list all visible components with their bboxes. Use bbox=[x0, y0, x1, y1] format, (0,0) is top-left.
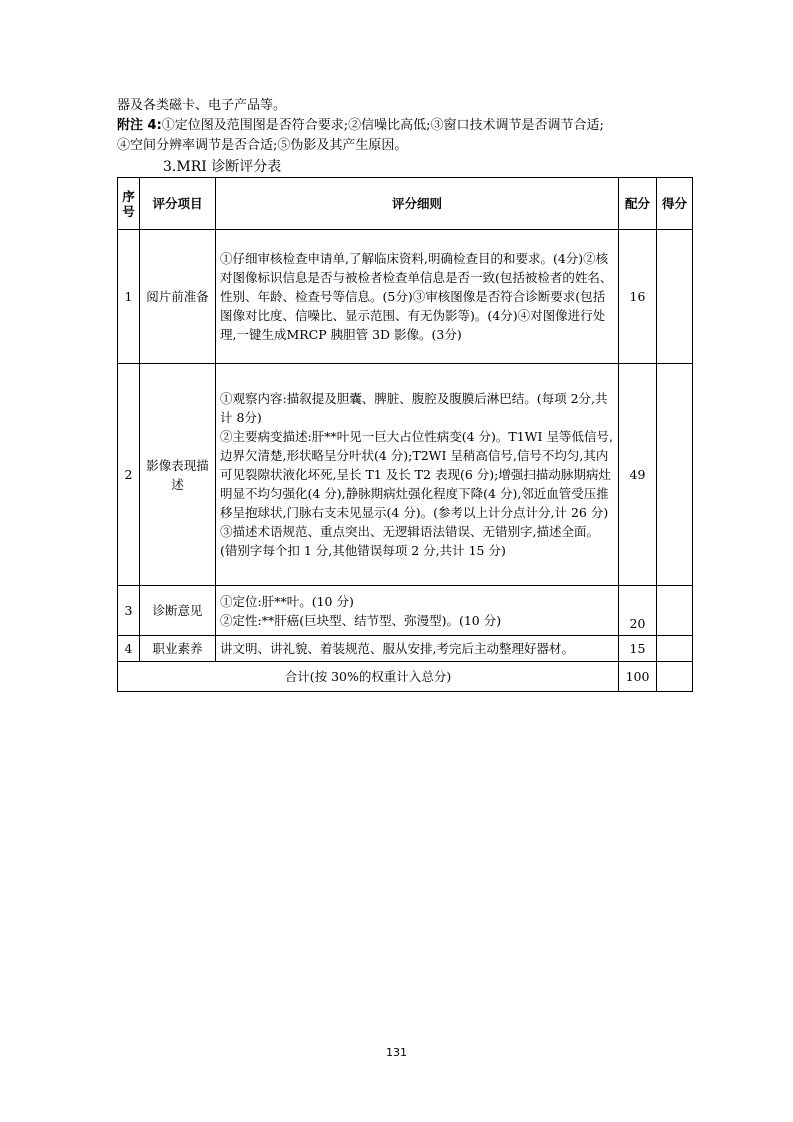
row-item: 影像表现描述 bbox=[140, 364, 216, 586]
total-label: 合计(按 30%的权重计入总分) bbox=[118, 662, 619, 692]
header-item: 评分项目 bbox=[140, 178, 216, 230]
detail-paragraph: ①观察内容:描叙提及胆囊、脾脏、腹腔及腹膜后淋巴结。(每项 2分,共计 8分) bbox=[220, 391, 608, 425]
row-index: 1 bbox=[118, 230, 140, 364]
row-detail bbox=[216, 586, 619, 636]
total-row bbox=[118, 662, 693, 692]
note-line-2: ④空间分辨率调节是否合适;⑤伪影及其产生原因。 bbox=[117, 138, 408, 153]
table-row bbox=[118, 230, 693, 364]
table-row bbox=[118, 636, 693, 662]
total-points: 100 bbox=[619, 662, 657, 692]
header-score: 得分 bbox=[657, 178, 693, 230]
row-detail bbox=[216, 230, 619, 364]
row-points: 15 bbox=[619, 636, 657, 662]
detail-paragraph: ①定位:肝**叶。(10 分) bbox=[220, 593, 354, 609]
row-points: 20 bbox=[619, 586, 657, 636]
header-index: 序号 bbox=[118, 178, 140, 230]
detail-paragraph: 讲文明、讲礼貌、着装规范、服从安排,考完后主动整理好器材。 bbox=[220, 641, 574, 656]
row-score[interactable] bbox=[657, 364, 693, 586]
header-points: 配分 bbox=[619, 178, 657, 230]
note-label: 附注 4: bbox=[117, 118, 162, 133]
row-points: 16 bbox=[619, 230, 657, 364]
detail-paragraph: ②定性:**肝癌(巨块型、结节型、弥漫型)。(10 分) bbox=[220, 612, 502, 628]
detail-paragraph: ③描述术语规范、重点突出、无逻辑语法错误、无错别字,描述全面。(错别字每个扣 1 分,其他错误每项 2 分,共计 15 分) bbox=[220, 524, 599, 558]
detail-paragraph: ①仔细审核检查申请单,了解临床资料,明确检查目的和要求。(4分)②核对图像标识信息是否与被检者检查单信息是否一致(包括被检者的姓名、性别、年龄、检查号等信息。(5分)③审核图像是否符合诊断要求(包括图像对比度、信噪比、显示范围、有无伪影等)。(4分)④对图像进行处理,一键生成MRCP 胰胆管 3D 影像。(3分) bbox=[220, 251, 613, 342]
row-detail bbox=[216, 636, 619, 662]
intro-line: 器及各类磁卡、电子产品等。 bbox=[117, 98, 287, 113]
row-item: 阅片前准备 bbox=[140, 230, 216, 364]
row-index: 3 bbox=[118, 586, 140, 636]
row-index: 4 bbox=[118, 636, 140, 662]
row-item: 诊断意见 bbox=[140, 586, 216, 636]
note-line-1 bbox=[117, 117, 604, 135]
row-detail bbox=[216, 364, 619, 586]
note-text-1: ①定位图及范围图是否符合要求;②信噪比高低;③窗口技术调节是否调节合适; bbox=[161, 118, 604, 133]
row-item: 职业素养 bbox=[140, 636, 216, 662]
detail-paragraph: ②主要病变描述:肝**叶见一巨大占位性病变(4 分)。T1WI 呈等低信号,边界欠清楚,形状略呈分叶状(4 分);T2WI 呈稍高信号,信号不均匀,其内可见裂隙状液化坏死,呈长 T1 及长 T2 表现(6 分);增强扫描动脉期病灶明显不均匀强化(4 分),静脉期病灶强化程度下降(4 分),邻近血管受压推移呈抱球状,门脉右支未见显示(4 分)。(参考以上计分点计分,计 26 分) bbox=[220, 429, 613, 520]
header-detail: 评分细则 bbox=[216, 178, 619, 230]
score-table bbox=[117, 177, 693, 692]
row-index: 2 bbox=[118, 364, 140, 586]
page-number: 131 bbox=[386, 1046, 407, 1059]
table-row bbox=[118, 586, 693, 636]
total-score[interactable] bbox=[657, 662, 693, 692]
section-title: 3.MRI 诊断评分表 bbox=[163, 159, 282, 175]
row-score[interactable] bbox=[657, 586, 693, 636]
header-row bbox=[118, 178, 693, 230]
row-score[interactable] bbox=[657, 230, 693, 364]
row-points: 49 bbox=[619, 364, 657, 586]
table-row bbox=[118, 364, 693, 586]
row-score[interactable] bbox=[657, 636, 693, 662]
